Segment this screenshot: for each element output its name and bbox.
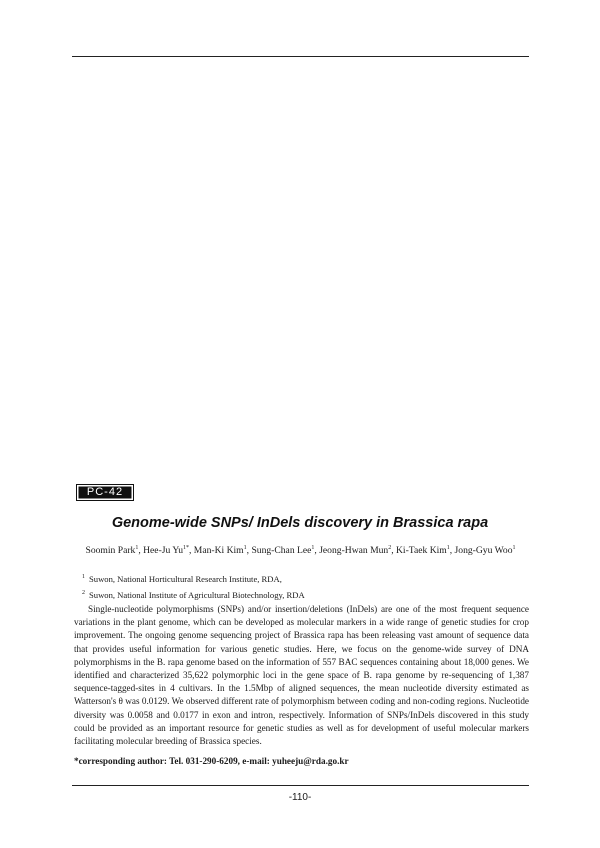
bottom-rule bbox=[72, 785, 529, 786]
affiliation: $^2$ Suwon, National Institute of Agricultural Biotechnology, RDA bbox=[82, 589, 305, 600]
affiliation: $^1$ Suwon, National Horticultural Research Institute, RDA, bbox=[82, 573, 282, 584]
page-number: -110- bbox=[288, 792, 312, 803]
abstract-paragraph: Single-nucleotide polymorphisms (SNPs) and/or insertion/deletions (InDels) are one of the most frequent sequence variations in the plant genome, which can be developed as molecular markers in a wide range of genetic studies for crop improvement. The ongoing genome sequencing project of Brassica rapa has been releasing vast amount of sequence data that provides useful information for various genetic studies. Here, we focus on the genome-wide survey of DNA polymorphisms in the B. rapa genome based on the information of 557 BAC sequences containing about 18,000 genes. We identified and characterized 35,622 polymorphic loci in the gene space of B. rapa genome by re-sequencing of 1,387 sequence-tagged-sites in 4 cultivars. In the 1.5Mbp of aligned sequences, the mean nucleotide diversity estimated as Watterson's θ was 0.0129. We observed different rate of polymorphism between coding and non-coding regions. Nucleotide diversity was 0.0058 and 0.0177 in exon and intron, respectively. Information of SNPs/InDels discovered in this study could be provided as an important resource for genetic studies as well as for development of useful molecular markers facilitating molecular breeding of Brassica species. bbox=[74, 604, 529, 747]
author: Soomin Park$^1$ bbox=[85, 545, 139, 557]
paper-title: Genome-wide SNPs/ InDels discovery in Brassica rapa bbox=[111, 515, 489, 531]
author-list: Soomin Park$^1$, Hee-Ju $Yu^{1*}$, Man-Ki Kim$^1$, Sung-Chan Lee$^1$, Jeong-Hwan Mun$^2$, Ki-Taek Kim$^1$, Jong-Gyu Woo$^1$ bbox=[85, 545, 516, 557]
session-badge: PC-42 bbox=[76, 484, 134, 501]
affiliation-list bbox=[82, 570, 305, 602]
author: Jong-Gyu Woo$^1$ bbox=[454, 545, 516, 557]
corresponding-author: *corresponding author: Tel. 031-290-6209, e-mail: yuheeju@rda.go.kr bbox=[74, 756, 349, 766]
author: Ki-Taek Kim$^1$ bbox=[396, 545, 450, 557]
top-rule bbox=[72, 56, 529, 57]
author: Jeong-Hwan Mun$^2$ bbox=[319, 545, 392, 557]
author: Sung-Chan Lee$^1$ bbox=[251, 545, 315, 557]
author: Man-Ki Kim$^1$ bbox=[193, 545, 247, 557]
author: Hee-Ju $Yu^{1*}$ bbox=[143, 545, 189, 557]
